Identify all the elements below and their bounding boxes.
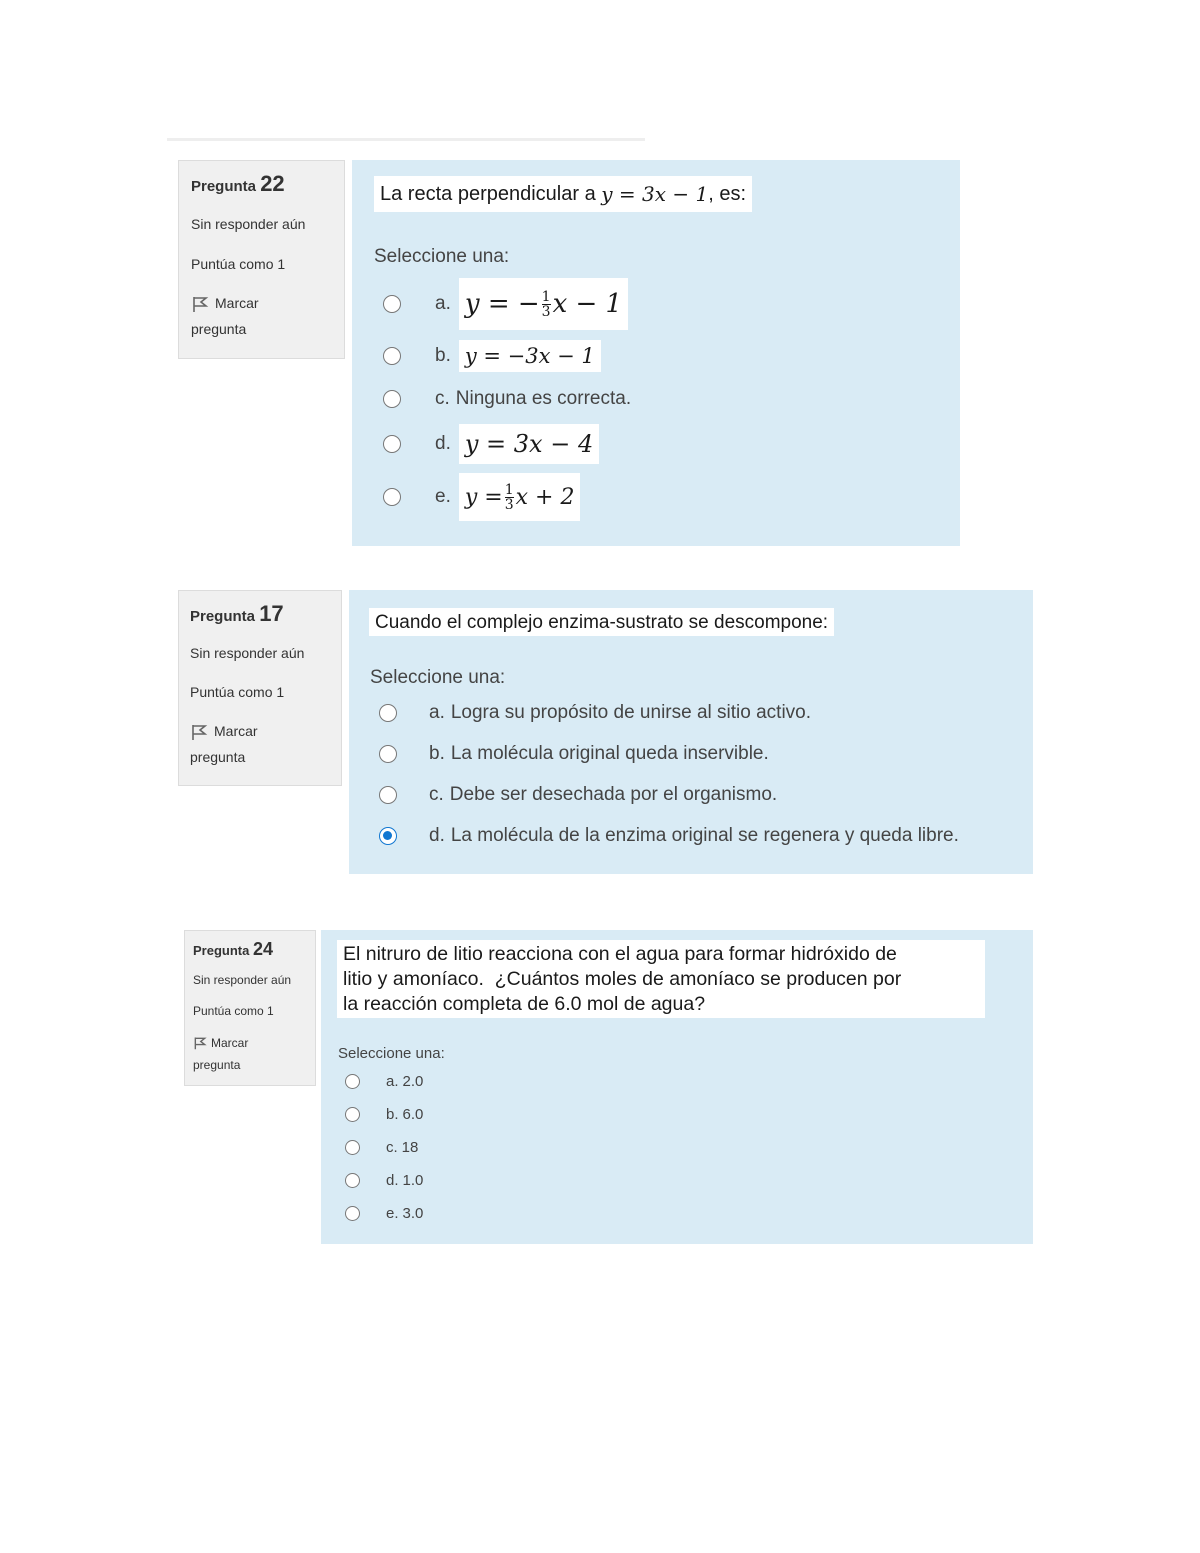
fraction <box>542 290 551 319</box>
question-number-value: 22 <box>260 171 285 196</box>
question-content-17 <box>349 590 1033 874</box>
question-score: Puntúa como 1 <box>193 1004 274 1018</box>
answer-option-b[interactable] <box>383 340 601 372</box>
select-one-label: Seleccione una: <box>374 246 510 267</box>
answer-option-b[interactable] <box>379 743 769 765</box>
question-text-suffix: , es: <box>708 182 747 205</box>
option-text: 2.0 <box>402 1073 424 1090</box>
option-math: y = −3x − 1 <box>459 340 601 372</box>
radio-button[interactable] <box>345 1173 360 1188</box>
option-text: 3.0 <box>402 1205 424 1222</box>
radio-button[interactable] <box>383 295 401 313</box>
question-score: Puntúa como 1 <box>191 256 286 272</box>
question-number <box>191 171 285 197</box>
option-math-part: x − 1 <box>552 289 623 319</box>
radio-button[interactable] <box>383 488 401 506</box>
option-letter: a. <box>429 702 445 723</box>
question-label: Pregunta <box>193 943 250 958</box>
option-math <box>459 473 581 521</box>
answer-option-a[interactable] <box>379 702 811 724</box>
option-math: y = 3x − 4 <box>459 424 599 464</box>
answer-option-c[interactable] <box>345 1139 418 1156</box>
option-letter: c. <box>435 388 450 409</box>
question-text: Cuando el complejo enzima-sustrato se descompone: <box>369 608 834 636</box>
option-math-part: x + 2 <box>515 484 575 510</box>
question-number <box>190 601 284 627</box>
question-text-line: la reacción completa de 6.0 mol de agua? <box>343 993 706 1015</box>
question-info-24 <box>184 930 316 1086</box>
question-content-24 <box>321 930 1033 1244</box>
radio-button[interactable] <box>345 1074 360 1089</box>
option-letter: b. <box>386 1106 399 1123</box>
question-score: Puntúa como 1 <box>190 684 285 700</box>
question-number <box>193 939 273 960</box>
option-letter: e. <box>435 486 451 507</box>
option-text: Ninguna es correcta. <box>455 388 632 409</box>
option-letter: e. <box>386 1205 399 1222</box>
option-letter: d. <box>386 1172 399 1189</box>
answer-option-b[interactable] <box>345 1106 423 1123</box>
top-divider <box>167 138 645 141</box>
flag-question-link[interactable] <box>190 723 258 765</box>
question-text-line: El nitruro de litio reacciona con el agua para formar hidróxido de <box>343 943 897 965</box>
radio-button[interactable] <box>345 1206 360 1221</box>
flag-label-line1: Marcar <box>214 723 258 739</box>
answer-option-e[interactable] <box>383 473 580 521</box>
question-text <box>374 176 752 212</box>
flag-question-link[interactable] <box>191 295 259 337</box>
answer-option-d[interactable] <box>379 825 959 847</box>
answer-option-c[interactable] <box>379 784 777 806</box>
question-status: Sin responder aún <box>191 216 306 232</box>
option-letter: a. <box>435 293 451 314</box>
radio-button[interactable] <box>383 390 401 408</box>
question-text-prefix: La recta perpendicular a <box>380 182 596 205</box>
flag-label-line2: pregunta <box>190 749 246 765</box>
option-math <box>459 278 628 330</box>
option-text: Logra su propósito de unirse al sitio activo. <box>450 702 812 723</box>
flag-label-line1: Marcar <box>211 1036 249 1050</box>
fraction <box>505 483 514 512</box>
flag-icon <box>191 295 209 313</box>
option-letter: d. <box>429 825 445 846</box>
radio-button[interactable] <box>345 1107 360 1122</box>
option-text: Debe ser desechada por el organismo. <box>449 784 778 805</box>
flag-label-line1: Marcar <box>215 295 259 311</box>
select-one-label: Seleccione una: <box>338 1045 445 1062</box>
option-letter: b. <box>435 345 451 366</box>
question-info-17 <box>178 590 342 786</box>
flag-label-line2: pregunta <box>193 1058 241 1072</box>
fraction-denominator: 3 <box>504 496 514 513</box>
option-letter: b. <box>429 743 445 764</box>
flag-label-line2: pregunta <box>191 321 247 337</box>
answer-option-a[interactable] <box>383 278 628 330</box>
option-letter: a. <box>386 1073 399 1090</box>
option-text: La molécula original queda inservible. <box>450 743 769 764</box>
fraction-numerator: 1 <box>541 288 551 305</box>
option-letter: d. <box>435 433 451 454</box>
fraction-denominator: 3 <box>541 303 551 320</box>
question-number-value: 24 <box>252 939 273 959</box>
question-label: Pregunta <box>191 178 257 195</box>
flag-icon <box>190 723 208 741</box>
option-text: La molécula de la enzima original se regenera y queda libre. <box>450 825 959 846</box>
question-text <box>337 940 985 1018</box>
radio-button[interactable] <box>379 786 397 804</box>
option-text: 18 <box>401 1139 419 1156</box>
option-letter: c. <box>386 1139 398 1156</box>
answer-option-a[interactable] <box>345 1073 423 1090</box>
option-letter: c. <box>429 784 444 805</box>
question-info-22 <box>178 160 345 359</box>
answer-option-e[interactable] <box>345 1205 423 1222</box>
fraction-numerator: 1 <box>504 481 514 498</box>
option-math-part: y = <box>464 484 503 510</box>
question-status: Sin responder aún <box>193 973 292 987</box>
select-one-label: Seleccione una: <box>370 667 506 688</box>
flag-icon <box>193 1036 207 1050</box>
radio-button[interactable] <box>379 704 397 722</box>
question-content-22 <box>352 160 960 546</box>
option-text: 6.0 <box>402 1106 424 1123</box>
question-label: Pregunta <box>190 608 256 625</box>
question-status: Sin responder aún <box>190 645 305 661</box>
question-text-math: y = 3x − 1 <box>601 182 709 206</box>
radio-button-selected[interactable] <box>379 827 397 845</box>
option-math-part: y = − <box>464 289 540 319</box>
question-text-line: litio y amoníaco. ¿Cuántos moles de amoníaco se producen por <box>343 968 902 990</box>
radio-button[interactable] <box>345 1140 360 1155</box>
radio-button[interactable] <box>383 435 401 453</box>
flag-question-link[interactable] <box>193 1036 248 1072</box>
radio-button[interactable] <box>383 347 401 365</box>
answer-option-c[interactable] <box>383 388 631 410</box>
answer-option-d[interactable] <box>345 1172 423 1189</box>
question-number-value: 17 <box>259 601 284 626</box>
radio-button[interactable] <box>379 745 397 763</box>
answer-option-d[interactable] <box>383 424 599 464</box>
option-text: 1.0 <box>402 1172 424 1189</box>
